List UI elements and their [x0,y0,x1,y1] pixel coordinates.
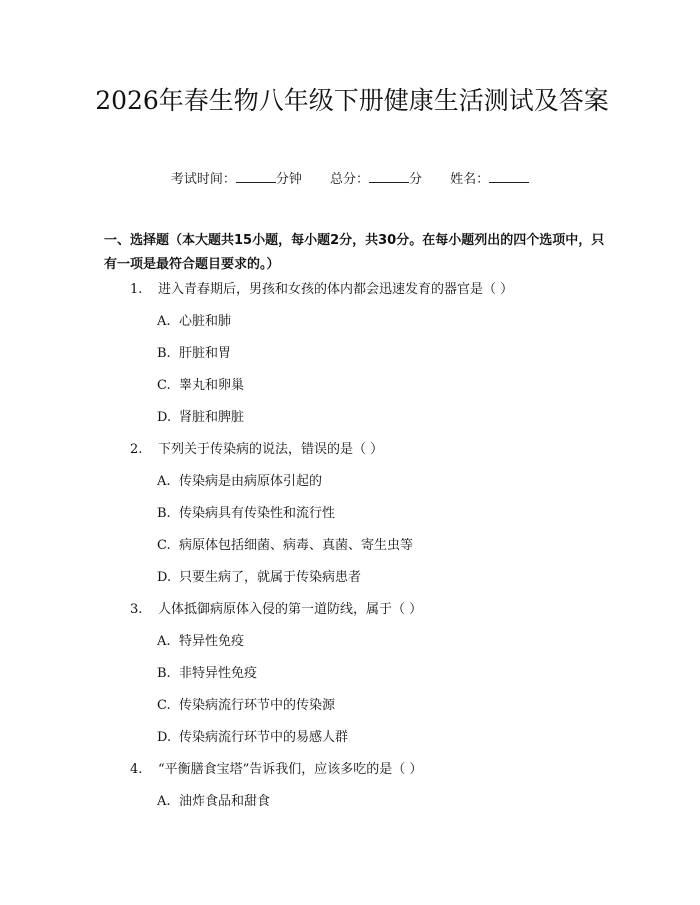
question-1 [130,281,513,299]
option-text: 非特异性免疫 [179,666,258,681]
option-letter: B. [157,666,171,681]
option-3c [157,697,335,715]
question-number: 4. [130,762,143,777]
option-text: 油炸食品和甜食 [179,794,271,809]
option-2c [157,537,413,555]
question-text: 进入青春期后，男孩和女孩的体内都会迅速发育的器官是（ ） [158,282,514,297]
option-letter: B. [157,346,171,361]
option-4a [157,793,270,811]
option-letter: A. [157,794,171,809]
exam-time-blank [236,170,276,183]
option-letter: D. [157,410,172,425]
name-field [450,172,529,187]
question-number: 2. [130,442,143,457]
question-text: 下列关于传染病的说法，错误的是（ ） [158,442,384,457]
option-text: 睾丸和卵巢 [179,378,245,393]
name-blank [489,170,529,183]
name-label: 姓名： [450,172,490,187]
option-text: 特异性免疫 [179,634,245,649]
question-number: 3. [130,602,143,617]
option-1c [157,377,244,395]
total-score-unit: 分 [409,172,423,187]
option-letter: D. [157,570,172,585]
option-text: 传染病流行环节中的传染源 [179,698,336,713]
document-title: 2026年春生物八年级下册健康生活测试及答案 [95,86,609,115]
option-2b [157,505,335,523]
option-text: 传染病流行环节中的易感人群 [179,730,349,745]
option-2d [157,569,361,587]
option-letter: C. [157,378,171,393]
total-score-blank [369,170,409,183]
option-text: 肝脏和胃 [179,346,232,361]
option-letter: A. [157,314,171,329]
section-heading: 一、选择题（本大题共15小题，每小题2分，共30分。在每小题列出的四个选项中，只有一项是最符合题目要求的。） [104,233,605,272]
option-text: 肾脏和脾脏 [179,410,245,425]
option-letter: A. [157,474,171,489]
option-text: 病原体包括细菌、病毒、真菌、寄生虫等 [179,538,414,553]
question-4 [130,761,422,779]
option-letter: C. [157,698,171,713]
question-text: “平衡膳食宝塔”告诉我们，应该多吃的是（ ） [158,762,423,777]
exam-time-label: 考试时间： [170,172,236,187]
question-2 [130,441,383,459]
question-text: 人体抵御病原体入侵的第一道防线，属于（ ） [158,602,423,617]
option-3d [157,729,348,747]
option-1a [157,313,231,331]
option-text: 传染病具有传染性和流行性 [179,506,336,521]
option-text: 只要生病了，就属于传染病患者 [179,570,362,585]
total-score-field [330,172,422,187]
total-score-label: 总分： [329,172,369,187]
option-text: 传染病是由病原体引起的 [179,474,323,489]
exam-time-unit: 分钟 [275,172,302,187]
option-1b [157,345,231,363]
option-letter: B. [157,506,171,521]
exam-info-line [0,170,700,189]
exam-time-field [171,172,302,187]
option-2a [157,473,322,491]
option-3a [157,633,244,651]
option-1d [157,409,244,427]
option-text: 心脏和肺 [179,314,232,329]
option-letter: C. [157,538,171,553]
question-3 [130,601,422,619]
option-3b [157,665,257,683]
question-number: 1. [130,282,143,297]
option-letter: A. [157,634,171,649]
option-letter: D. [157,730,172,745]
